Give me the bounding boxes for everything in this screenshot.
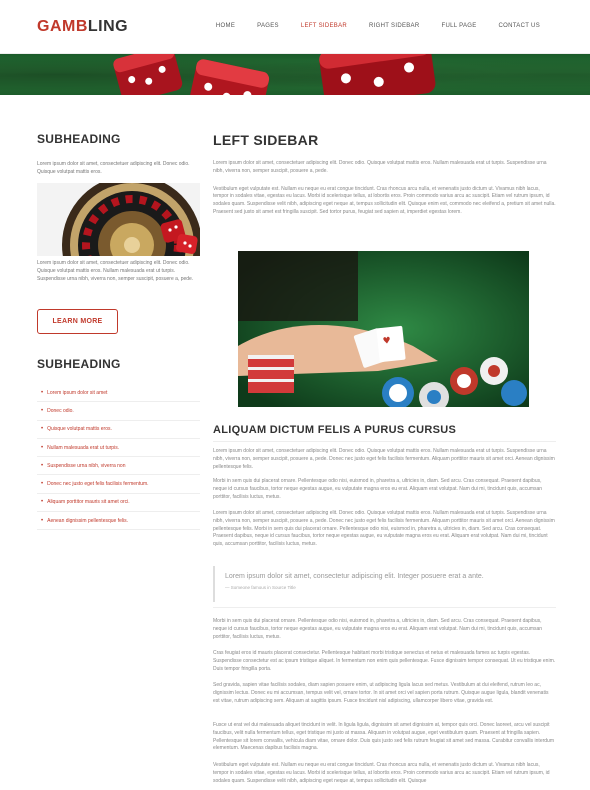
roulette-image [37, 183, 200, 256]
nav-right-sidebar[interactable]: RIGHT SIDEBAR [369, 23, 420, 29]
logo-accent: GAMB [37, 18, 88, 35]
main-paragraph: Lorem ipsum dolor sit amet, consectetuer adipiscing elit. Donec odio. Quisque volutpat mattis eros. Nullam malesuada erat ut turpis. Suspendisse urna nibh, viverra non, semper suscipit, posuere a, pede. [213, 160, 547, 174]
nav-left-sidebar[interactable]: LEFT SIDEBAR [300, 23, 348, 29]
sidebar-heading-2: SUBHEADING [37, 357, 121, 371]
main-paragraph: Lorem ipsum dolor sit amet, consectetuer adipiscing elit. Donec odio. Quisque volutpat mattis eros. Nullam malesuada erat ut turpis. Suspendisse urna nibh, viverra non, semper suscipit, posuere a, pede. Donec nec justo eget felis facilisis fermentum. Aliquam porttitor mauris sit amet orci. Aenean dignissim pellentesque felis. Morbi in sem quis dui placerat ornare. Pellentesque odio nisi, euismod in, pharetra a, ultricies in, diam. Sed arcu. Cras consequat. Praesent dapibus, neque id cursus faucibus, tortor neque egestas augue, eu vulputate magna eros eu erat. Aliquam erat volutpat. Nam dui mi, tincidunt quis, accumsan porttitor, facilisis luctus, metus. [213, 510, 555, 548]
list-item[interactable]: • Nullam malesuada erat ut turpis. [37, 439, 200, 457]
logo-rest: LING [87, 18, 129, 35]
sidebar-paragraph-2: Lorem ipsum dolor sit amet, consectetuer adipiscing elit. Donec odio. Quisque volutpat mattis eros. Nullam malesuada erat ut turpis. Suspendisse urna nibh, viverra non, semper suscipit, posuere a, pede. [37, 260, 194, 282]
main-paragraph: Fusce ut erat vel dui malesuada aliquet tincidunt in velit. In ligula ligula, dignissim sit amet dignissim at, tempor quis orci. Donec laoreet, arcu vel suscipit faucibus, velit nulla fermentum tellus, eget tristique mi justo at massa. Aliquam in volutpat augue, eget vestibulum quam. Praesent at fringilla sapien. Pellentesque sit lorem convallis, vehicula diam vitae, ornare dolor. Duis quis justo sed felis rutrum feugiat sit amet sed massa. Curabitur convallis interdum elementum. Maecenas dapibus facilisis magna. [213, 722, 554, 752]
list-item[interactable]: • Suspendisse urna nibh, viverra non [37, 457, 200, 475]
section-heading: ALIQUAM DICTUM FELIS A PURUS CURSUS [213, 424, 457, 436]
main-paragraph: Lorem ipsum dolor sit amet, consectetuer adipiscing elit. Donec odio. Quisque volutpat mattis eros. Nullam malesuada erat ut turpis. Suspendisse urna nibh, viverra non, semper suscipit, posuere a, pede. Donec nec justo eget felis facilisis fermentum. Aliquam porttitor mauris sit amet orci. Aenean dignissim pellentesque felis. [213, 448, 555, 470]
svg-text:♥: ♥ [382, 336, 392, 347]
list-item[interactable]: • Donec odio. [37, 402, 200, 420]
main-paragraph: Vestibulum eget vulputate est. Nullam eu neque eu erat congue tincidunt. Cras rhoncus arcu nulla, et venenatis justo dictum ut. Vivamus nibh lacus, tempor in sodales vitae, egestas eu lacus. Morbi id scelerisque tellus, at lobortis eros. Proin commodo varius arcu ac suscipit. Etiam vel rutrum ipsum, id sodales quam. Suspendisse velit nibh, adipiscing eget neque at, tempus sollicitudin elit. Quisque enim est, commodo nec eleifend a, pretium sit amet nulla. Praesent sed justo sit amet est fringilla suscipit. Sed tortor purus, feugiat sed sapien at, imperdiet egestas lorem. [213, 185, 556, 215]
divider [213, 441, 556, 442]
nav-full-page[interactable]: FULL PAGE [441, 23, 477, 29]
list-item[interactable]: • Aliquam porttitor mauris sit amet orci. [37, 494, 200, 512]
site-header [0, 0, 590, 54]
header-banner-image [0, 54, 590, 95]
poker-table-image [238, 251, 529, 407]
main-paragraph: Sed gravida, sapien vitae facilisis sodales, diam sapien posuere enim, ut adipiscing ligula lacus sed metus. Vestibulum at dui eleifend, rutrum leo ac, dignissim lectus. Donec eu mi accumsan, tempus velit vel, ornare tortor. In sit amet orci vel sapien porta rutrum. Quisque augue ligula, blandit venenatis est vitae, rutrum adipiscing sem. Aliquam at sagittis ipsum. Fusce tincidunt nisl adipiscing, ullamcorper libero vitae, gravida est. [213, 682, 549, 704]
quote-citation: — Someone famous in Source Title [225, 585, 296, 590]
nav-home[interactable]: HOME [215, 23, 236, 29]
list-item[interactable]: • Donec nec justo eget felis facilisis fermentum. [37, 475, 200, 493]
dice-icon [0, 54, 590, 95]
divider [213, 607, 556, 608]
sidebar-link-list [37, 384, 200, 530]
site-logo[interactable] [37, 18, 128, 36]
quote-text: Lorem ipsum dolor sit amet, consectetur adipiscing elit. Integer posuere erat a ante. [225, 573, 484, 580]
sidebar-paragraph: Lorem ipsum dolor sit amet, consectetuer adipiscing elit. Donec odio. Quisque volutpat mattis eros. [37, 161, 190, 175]
nav-contact-us[interactable]: CONTACT US [498, 23, 540, 29]
list-item[interactable]: • Quisque volutpat mattis eros. [37, 421, 200, 439]
page-title: LEFT SIDEBAR [213, 132, 319, 148]
sidebar [37, 132, 200, 176]
main-paragraph: Cras feugiat eros id mauris placerat consectetur. Pellentesque habitant morbi tristique senectus et netus et malesuada fames ac turpis egestas. Suspendisse consectetur est ac ipsum tristique aliquet. In fermentum non enim quis pellentesque. Fusce dignissim tempor consequat. Ut eu tristique enim. Duis tempor fringilla porta. [213, 650, 556, 672]
main-content [213, 132, 556, 217]
main-paragraph: Vestibulum eget vulputate est. Nullam eu neque eu erat congue tincidunt. Cras rhoncus arcu nulla, et venenatis justo dictum ut. Vivamus nibh lacus, tempor in sodales vitae, egestas eu lacus. Morbi id scelerisque tellus, at lobortis eros. Proin commodo varius arcu ac suscipit. Etiam vel rutrum ipsum, id sodales quam. Suspendisse velit nibh, adipiscing eget neque at, tempus sollicitudin elit. Quisque [213, 762, 550, 784]
learn-more-button[interactable]: LEARN MORE [37, 309, 118, 334]
list-item[interactable]: • Aenean dignissim pellentesque felis. [37, 512, 200, 530]
sidebar-heading: SUBHEADING [37, 132, 121, 146]
blockquote [213, 566, 556, 602]
main-nav [216, 23, 540, 29]
main-paragraph: Morbi in sem quis dui placerat ornare. Pellentesque odio nisi, euismod in, pharetra a, ultricies in, diam. Sed arcu. Cras consequat. Praesent dapibus, neque id cursus faucibus, tortor neque egestas augue, eu vulputate magna eros eu erat. Aliquam erat volutpat. Nam dui mi, tincidunt quis, accumsan porttitor, facilisis luctus, metus. [213, 618, 543, 640]
list-item[interactable]: • Lorem ipsum dolor sit amet [37, 384, 200, 402]
nav-pages[interactable]: PAGES [257, 23, 279, 29]
main-paragraph: Morbi in sem quis dui placerat ornare. Pellentesque odio nisi, euismod in, pharetra a, ultricies in, diam. Sed arcu. Cras consequat. Praesent dapibus, neque id cursus faucibus, tortor neque egestas augue, eu vulputate magna eros eu erat. Aliquam erat volutpat. Nam dui mi, tincidunt quis, accumsan porttitor, facilisis luctus, metus. [213, 478, 543, 500]
